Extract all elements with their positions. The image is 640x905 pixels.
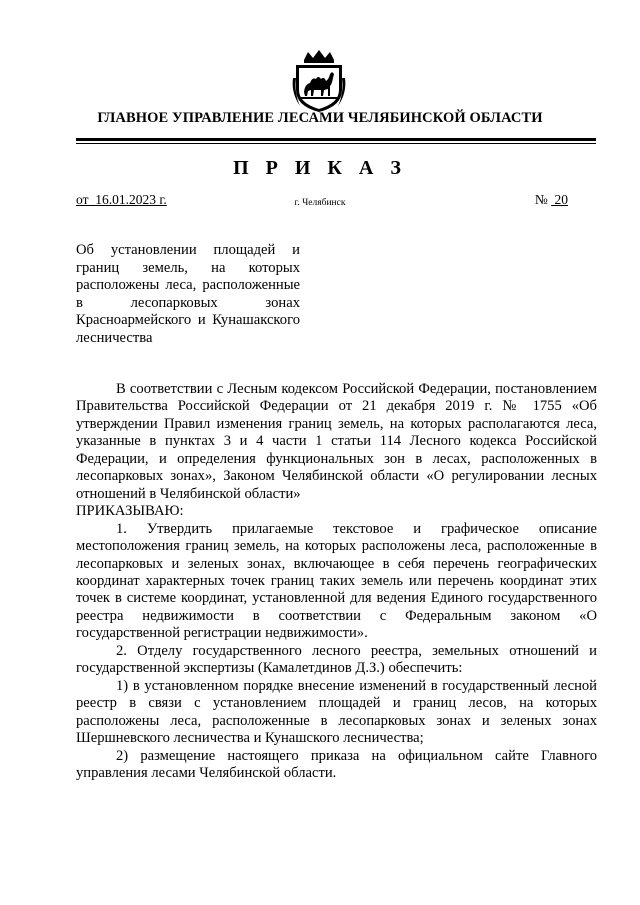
document-subject: Об установлении площадей и границ земель, на которых расположены леса, расположенные в лесопарковых зонах Красноармейского и Кунашакского лесничества bbox=[76, 242, 300, 346]
document-city: г. Челябинск bbox=[294, 198, 346, 208]
document-number bbox=[535, 192, 568, 208]
chelyabinsk-coat-of-arms-icon bbox=[290, 48, 348, 114]
number-text: 20 bbox=[554, 192, 568, 207]
header-rule-thick bbox=[76, 138, 596, 141]
preamble-paragraph: В соответствии с Лесным кодексом Российской Федерации, постановлением Правительства Российской Федерации от 21 декабря 2019 г. № 1755 «Об утверждении Правил изменения границ земель, на которых располагаются леса, указанные в пунктах 3 и 4 части 1 статьи 114 Лесного кодекса Российской Федерации, и определения функциональных зон в лесах, расположенных в лесопарковых зонах», Законом Челябинской области «О регулировании лесных отношений в Челябинской области» bbox=[76, 381, 597, 502]
organization-name: ГЛАВНОЕ УПРАВЛЕНИЕ ЛЕСАМИ ЧЕЛЯБИНСКОЙ ОБЛАСТИ bbox=[97, 110, 543, 126]
document-type-title: П Р И К А З bbox=[233, 157, 407, 179]
order-item-1: 1. Утвердить прилагаемые текстовое и графическое описание местоположения границ земель, на которых расположены леса, расположенные в лесопарковых и зеленых зонах, включающее в себя перечень географических координат характерных точек границ таких земель или перечень координат этих точек в системе координат, установленной для ведения Единого государственного реестра недвижимости в соответствии с Федеральным законом «О государственной регистрации недвижимости». bbox=[76, 520, 597, 642]
number-value bbox=[551, 192, 568, 207]
document-body bbox=[76, 381, 597, 782]
header-rule-thin bbox=[76, 143, 596, 144]
order-item-2-2: 2) размещение настоящего приказа на официальном сайте Главного управления лесами Челябинской области. bbox=[76, 747, 597, 781]
order-word: ПРИКАЗЫВАЮ: bbox=[76, 503, 184, 520]
order-item-2: 2. Отделу государственного лесного реестра, земельных отношений и государственной экспертизы (Камалетдинов Д.З.) обеспечить: bbox=[76, 642, 597, 677]
date-value: 16.01.2023 г. bbox=[95, 192, 167, 207]
number-prefix: № bbox=[534, 192, 548, 207]
date-prefix: от bbox=[76, 192, 89, 207]
order-item-2-1: 1) в установленном порядке внесение изменений в государственный лесной реестр в связи с установлением площадей и границ лесов, на которых расположены леса, расположенные в лесопарковых зонах и зеленых зонах Шершневского лесничества и Кунашского лесничества; bbox=[76, 677, 597, 747]
